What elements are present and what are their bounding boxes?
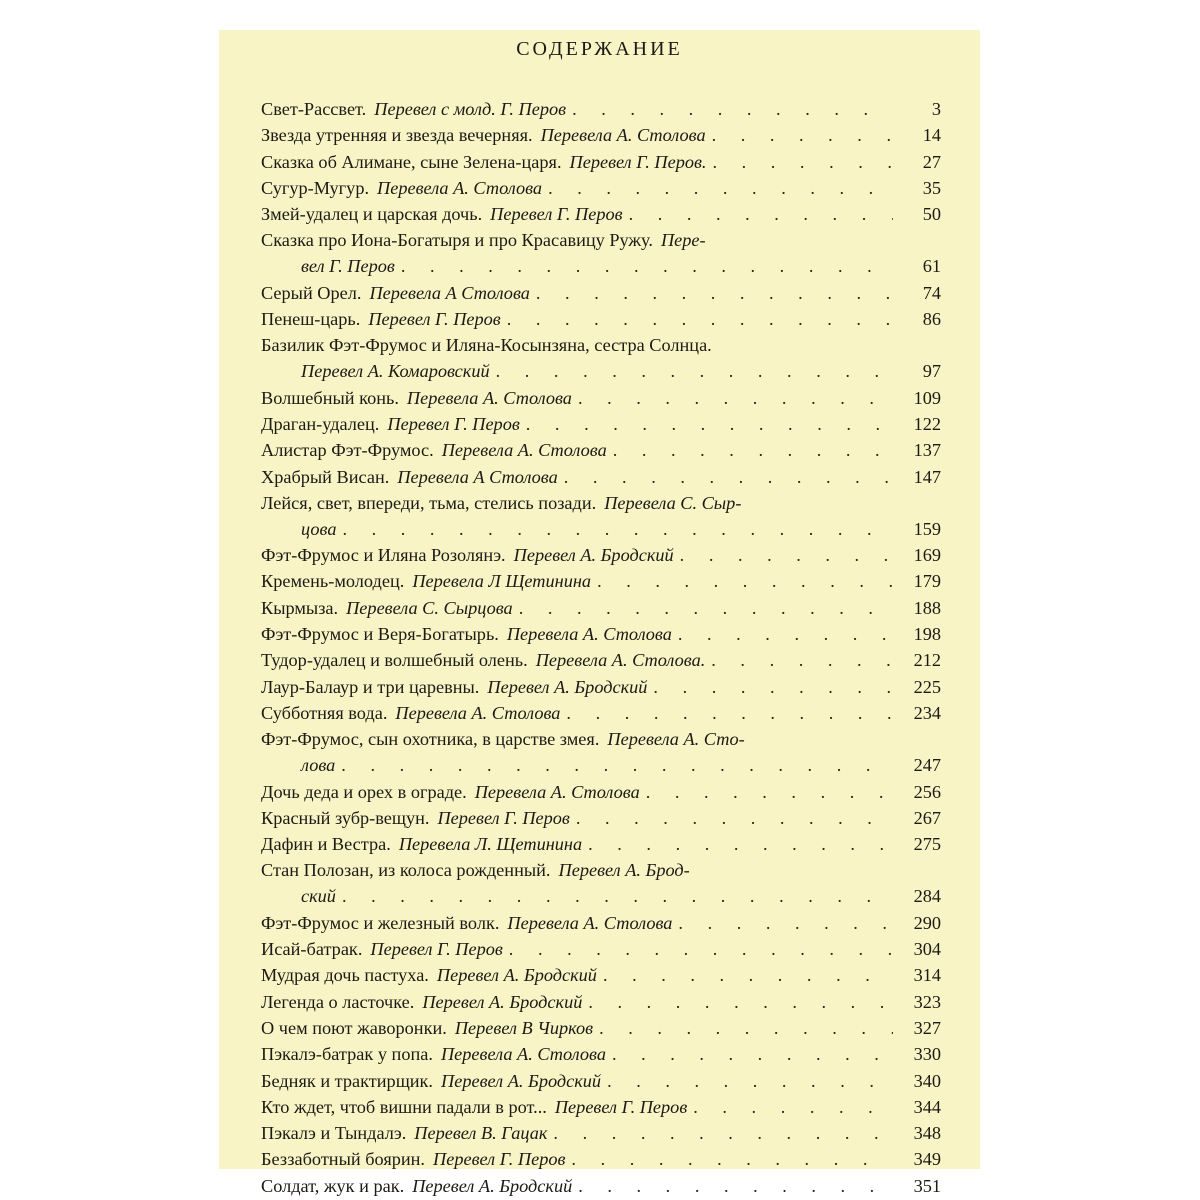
dot-leader — [597, 568, 893, 594]
dot-leader — [588, 831, 893, 857]
entry-title: Лейся, свет, впереди, тьма, стелись позади. — [261, 492, 597, 513]
toc-entry — [261, 805, 941, 831]
entry-translator: Перевел А. Бродский — [412, 1175, 573, 1196]
entry-page-number: 284 — [913, 886, 941, 907]
entry-title: Змей-удалец и царская дочь. — [261, 204, 483, 225]
entry-page-number: 267 — [913, 807, 941, 828]
toc-entry — [261, 621, 941, 647]
entry-title: Красный зубр-вещун. — [261, 807, 430, 828]
toc-entry — [261, 96, 941, 122]
entry-page-number: 35 — [922, 177, 941, 198]
entry-page-number: 349 — [913, 1149, 941, 1170]
toc-entry — [261, 831, 941, 857]
entry-translator: Перевела А. Столова — [377, 177, 543, 198]
entry-page-number: 351 — [913, 1175, 941, 1196]
toc-entry — [261, 1015, 941, 1041]
entry-title: Фэт-Фрумос и железный волк. — [261, 912, 500, 933]
dot-leader — [603, 962, 893, 988]
book-page — [219, 30, 980, 1196]
entry-page-number: 323 — [913, 991, 941, 1012]
toc-entry — [261, 464, 941, 490]
dot-leader — [607, 1068, 893, 1094]
entry-translator: Перевел Г. Перов. — [569, 151, 707, 172]
dot-leader — [553, 1120, 893, 1146]
entry-translator: Перевел А. Бродский — [422, 991, 583, 1012]
toc-entry — [261, 437, 941, 463]
entry-page-number: 188 — [913, 597, 941, 618]
toc-entry-line — [261, 1173, 941, 1199]
toc-entry — [261, 149, 941, 175]
entry-title: Пэкалэ и Тындалэ. — [261, 1123, 407, 1144]
toc-entry-line — [261, 411, 941, 437]
toc-entry-line — [261, 647, 941, 673]
toc-entry — [261, 989, 941, 1015]
toc-entry-line — [261, 621, 941, 647]
entry-page-number: 234 — [913, 702, 941, 723]
toc-entry-line — [261, 358, 941, 384]
entry-translator: Перевел А. Бродский — [513, 545, 674, 566]
entry-translator: Перевела Л Щетинина — [412, 571, 592, 592]
dot-leader — [713, 149, 894, 175]
dot-leader — [519, 595, 893, 621]
entry-page-number: 290 — [913, 912, 941, 933]
entry-title: Фэт-Фрумос, сын охотника, в царстве змея. — [261, 729, 600, 750]
entry-translator: Перевел А. Брод- — [558, 860, 690, 881]
entry-title: Алистар Фэт-Фрумос. — [261, 440, 434, 461]
toc-entry-line — [261, 726, 941, 752]
entry-translator: Перевела А. Столова — [406, 387, 572, 408]
toc-entry — [261, 1041, 941, 1067]
dot-leader — [612, 1041, 893, 1067]
entry-translator: Перевела А Столова — [397, 466, 558, 487]
toc-entry-line — [261, 122, 941, 148]
dot-leader — [711, 647, 893, 673]
entry-page-number: 86 — [922, 309, 941, 330]
toc-entry-line — [261, 674, 941, 700]
dot-leader — [578, 1173, 893, 1199]
entry-translator: Перевела А. Столова — [506, 624, 672, 645]
toc-entry — [261, 542, 941, 568]
entry-page-number: 3 — [931, 99, 941, 119]
toc-entry — [261, 962, 941, 988]
toc-entry-line — [261, 1041, 941, 1067]
toc-entry — [261, 385, 941, 411]
toc-entry — [261, 857, 941, 909]
entry-title: Кто ждет, чтоб вишни падали в рот... — [261, 1096, 547, 1117]
toc-entry — [261, 674, 941, 700]
entry-title: Сказка про Иона-Богатыря и про Красавицу Ружу. — [261, 230, 653, 251]
entry-title: Легенда о ласточке. — [261, 991, 415, 1012]
dot-leader — [576, 805, 893, 831]
dot-leader — [401, 253, 893, 279]
entry-translator: Перевела А. Столова — [474, 781, 640, 802]
toc-entry-line — [261, 962, 941, 988]
entry-translator: лова — [301, 755, 336, 776]
entry-title: О чем поют жаворонки. — [261, 1017, 447, 1038]
entry-title: Сказка об Алимане, сыне Зелена-царя. — [261, 151, 562, 172]
toc-entry-line — [261, 595, 941, 621]
toc-entry-line — [261, 1068, 941, 1094]
toc-entry-line — [261, 568, 941, 594]
entry-page-number: 198 — [913, 624, 941, 645]
toc-entry — [261, 1173, 941, 1199]
entry-translator: Перевела С. Сыр- — [604, 492, 742, 513]
entry-translator: Перевел В Чирков — [454, 1017, 594, 1038]
entry-page-number: 61 — [922, 256, 941, 277]
toc-entry — [261, 280, 941, 306]
entry-page-number: 247 — [913, 755, 941, 776]
toc-entry-line — [261, 227, 941, 253]
entry-translator: Перевела А. Столова — [441, 440, 607, 461]
entry-translator: Перевел Г. Перов — [554, 1096, 688, 1117]
toc-entry-line — [261, 700, 941, 726]
entry-translator: Перевел Г. Перов — [387, 413, 520, 434]
dot-leader — [572, 96, 893, 122]
toc-entry-line — [261, 989, 941, 1015]
entry-page-number: 14 — [922, 125, 941, 146]
entry-page-number: 275 — [913, 834, 941, 855]
dot-leader — [653, 674, 893, 700]
entry-title: Лаур-Балаур и три царевны. — [261, 676, 480, 697]
toc-entry-line — [261, 779, 941, 805]
dot-leader — [548, 175, 893, 201]
toc-entry-line — [261, 332, 941, 358]
entry-translator: Перевел А. Бродский — [487, 676, 648, 697]
entry-page-number: 97 — [922, 361, 941, 382]
page-heading: СОДЕРЖАНИЕ — [516, 38, 683, 60]
entry-title: Дочь деда и орех в ограде. — [261, 781, 467, 802]
entry-page-number: 327 — [913, 1017, 941, 1038]
toc-entry-line — [261, 385, 941, 411]
entry-title: Серый Орел. — [261, 282, 362, 303]
dot-leader — [342, 516, 893, 542]
toc-entry-line — [261, 175, 941, 201]
table-of-contents — [261, 96, 941, 1199]
entry-title: Звезда утренняя и звезда вечерняя. — [261, 125, 533, 146]
entry-page-number: 109 — [913, 387, 941, 408]
dot-leader — [507, 306, 893, 332]
entry-page-number: 74 — [922, 282, 941, 303]
toc-entry-line — [261, 201, 941, 227]
dot-leader — [599, 1015, 893, 1041]
dot-leader — [342, 883, 893, 909]
dot-leader — [712, 122, 893, 148]
entry-title: Сугур-Мугур. — [261, 177, 370, 198]
toc-entry — [261, 595, 941, 621]
entry-translator: вел Г. Перов — [301, 256, 395, 277]
toc-entry — [261, 779, 941, 805]
dot-leader — [578, 385, 893, 411]
dot-leader — [341, 752, 893, 778]
toc-entry — [261, 411, 941, 437]
toc-entry — [261, 726, 941, 778]
entry-translator: Перевела А. Столова — [507, 912, 673, 933]
toc-entry — [261, 1120, 941, 1146]
dot-leader — [496, 358, 893, 384]
toc-entry-line — [261, 1015, 941, 1041]
entry-translator: Пере- — [660, 230, 706, 251]
dot-leader — [571, 1146, 893, 1172]
toc-entry-line — [261, 253, 941, 279]
dot-leader — [678, 621, 893, 647]
dot-leader — [629, 201, 893, 227]
toc-entry-line — [261, 805, 941, 831]
toc-entry — [261, 1146, 941, 1172]
toc-entry-line — [261, 306, 941, 332]
toc-entry — [261, 332, 941, 384]
toc-entry — [261, 1068, 941, 1094]
toc-entry-line — [261, 542, 941, 568]
entry-page-number: 340 — [913, 1070, 941, 1091]
dot-leader — [693, 1094, 893, 1120]
entry-page-number: 314 — [913, 965, 941, 986]
entry-title: Кырмыза. — [261, 597, 339, 618]
entry-page-number: 50 — [922, 204, 941, 225]
dot-leader — [564, 464, 893, 490]
toc-entry — [261, 122, 941, 148]
entry-page-number: 147 — [913, 466, 941, 487]
dot-leader — [678, 910, 893, 936]
toc-entry-line — [261, 437, 941, 463]
toc-entry — [261, 568, 941, 594]
toc-entry-line — [261, 752, 941, 778]
entry-page-number: 330 — [913, 1044, 941, 1065]
entry-translator: Перевела А. Столова — [440, 1044, 606, 1065]
dot-leader — [588, 989, 893, 1015]
entry-title: Волшебный конь. — [261, 387, 399, 408]
entry-title: Пенеш-царь. — [261, 309, 361, 330]
entry-page-number: 169 — [913, 545, 941, 566]
entry-title: Фэт-Фрумос и Иляна Розолянэ. — [261, 545, 506, 566]
entry-translator: Перевел Г. Перов — [490, 204, 623, 225]
entry-translator: Перевела А Столова — [369, 282, 530, 303]
entry-page-number: 179 — [913, 571, 941, 592]
toc-entry — [261, 647, 941, 673]
entry-title: Храбрый Висан. — [261, 466, 390, 487]
toc-entry-line — [261, 883, 941, 909]
entry-page-number: 304 — [913, 939, 941, 960]
toc-entry — [261, 700, 941, 726]
entry-title: Базилик Фэт-Фрумос и Иляна-Косынзяна, сестра Солнца. — [261, 335, 712, 356]
entry-translator: Перевел А. Комаровский — [301, 361, 490, 382]
entry-title: Бедняк и трактирщик. — [261, 1070, 434, 1091]
toc-entry-line — [261, 857, 941, 883]
entry-translator: Перевел А. Бродский — [441, 1070, 602, 1091]
toc-entry — [261, 175, 941, 201]
entry-page-number: 348 — [913, 1123, 941, 1144]
toc-entry-line — [261, 910, 941, 936]
toc-entry-line — [261, 1094, 941, 1120]
entry-page-number: 27 — [922, 151, 941, 172]
entry-translator: Перевела С. Сырцова — [346, 597, 513, 618]
toc-entry — [261, 201, 941, 227]
entry-title: Тудор-удалец и волшебный олень. — [261, 650, 528, 671]
entry-translator: Перевела Л. Щетинина — [398, 834, 583, 855]
dot-leader — [566, 700, 893, 726]
toc-entry — [261, 1094, 941, 1120]
entry-page-number: 225 — [913, 676, 941, 697]
toc-entry — [261, 936, 941, 962]
entry-translator: Перевел Г. Перов — [370, 939, 503, 960]
entry-translator: Перевела А. Столова. — [535, 650, 706, 671]
entry-page-number: 212 — [913, 650, 941, 671]
entry-translator: Перевел Г. Перов — [368, 309, 501, 330]
dot-leader — [680, 542, 893, 568]
entry-page-number: 344 — [913, 1096, 941, 1117]
toc-entry-line — [261, 1146, 941, 1172]
dot-leader — [509, 936, 893, 962]
entry-title: Дафин и Вестра. — [261, 834, 391, 855]
entry-translator: Перевел с молд. Г. Перов — [374, 99, 567, 119]
entry-title: Фэт-Фрумос и Веря-Богатырь. — [261, 624, 499, 645]
toc-entry — [261, 306, 941, 332]
entry-title: Пэкалэ-батрак у попа. — [261, 1044, 433, 1065]
toc-entry-line — [261, 516, 941, 542]
toc-entry-line — [261, 96, 941, 122]
entry-title: Стан Полозан, из колоса рожденный. — [261, 860, 551, 881]
toc-entry — [261, 227, 941, 279]
entry-title: Кремень-молодец. — [261, 571, 405, 592]
entry-page-number: 159 — [913, 518, 941, 539]
dot-leader — [526, 411, 893, 437]
entry-translator: Перевел В. Гацак — [414, 1123, 548, 1144]
toc-entry-line — [261, 831, 941, 857]
entry-translator: Перевел Г. Перов — [437, 807, 570, 828]
entry-title: Свет-Рассвет. — [261, 99, 367, 119]
toc-entry-line — [261, 936, 941, 962]
entry-translator: Перевела А. Столова — [540, 125, 706, 146]
dot-leader — [646, 779, 893, 805]
toc-entry-line — [261, 280, 941, 306]
dot-leader — [536, 280, 893, 306]
toc-entry — [261, 490, 941, 542]
entry-title: Беззаботный боярин. — [261, 1149, 426, 1170]
entry-title: Исай-батрак. — [261, 939, 363, 960]
entry-translator: Перевела А. Столова — [395, 702, 561, 723]
entry-title: Солдат, жук и рак. — [261, 1175, 405, 1196]
toc-entry — [261, 910, 941, 936]
entry-translator: Перевел Г. Перов — [433, 1149, 566, 1170]
toc-entry-line — [261, 464, 941, 490]
dot-leader — [613, 437, 893, 463]
entry-translator: Перевел А. Бродский — [436, 965, 597, 986]
entry-translator: Перевела А. Сто- — [607, 729, 745, 750]
entry-title: Субботняя вода. — [261, 702, 388, 723]
entry-page-number: 256 — [913, 781, 941, 802]
entry-page-number: 137 — [913, 440, 941, 461]
toc-entry-line — [261, 490, 941, 516]
entry-title: Мудрая дочь пастуха. — [261, 965, 429, 986]
toc-entry-line — [261, 149, 941, 175]
entry-page-number: 122 — [913, 413, 941, 434]
entry-translator: цова — [301, 518, 337, 539]
entry-translator: ский — [301, 886, 336, 907]
toc-entry-line — [261, 1120, 941, 1146]
entry-title: Драган-удалец. — [261, 413, 380, 434]
